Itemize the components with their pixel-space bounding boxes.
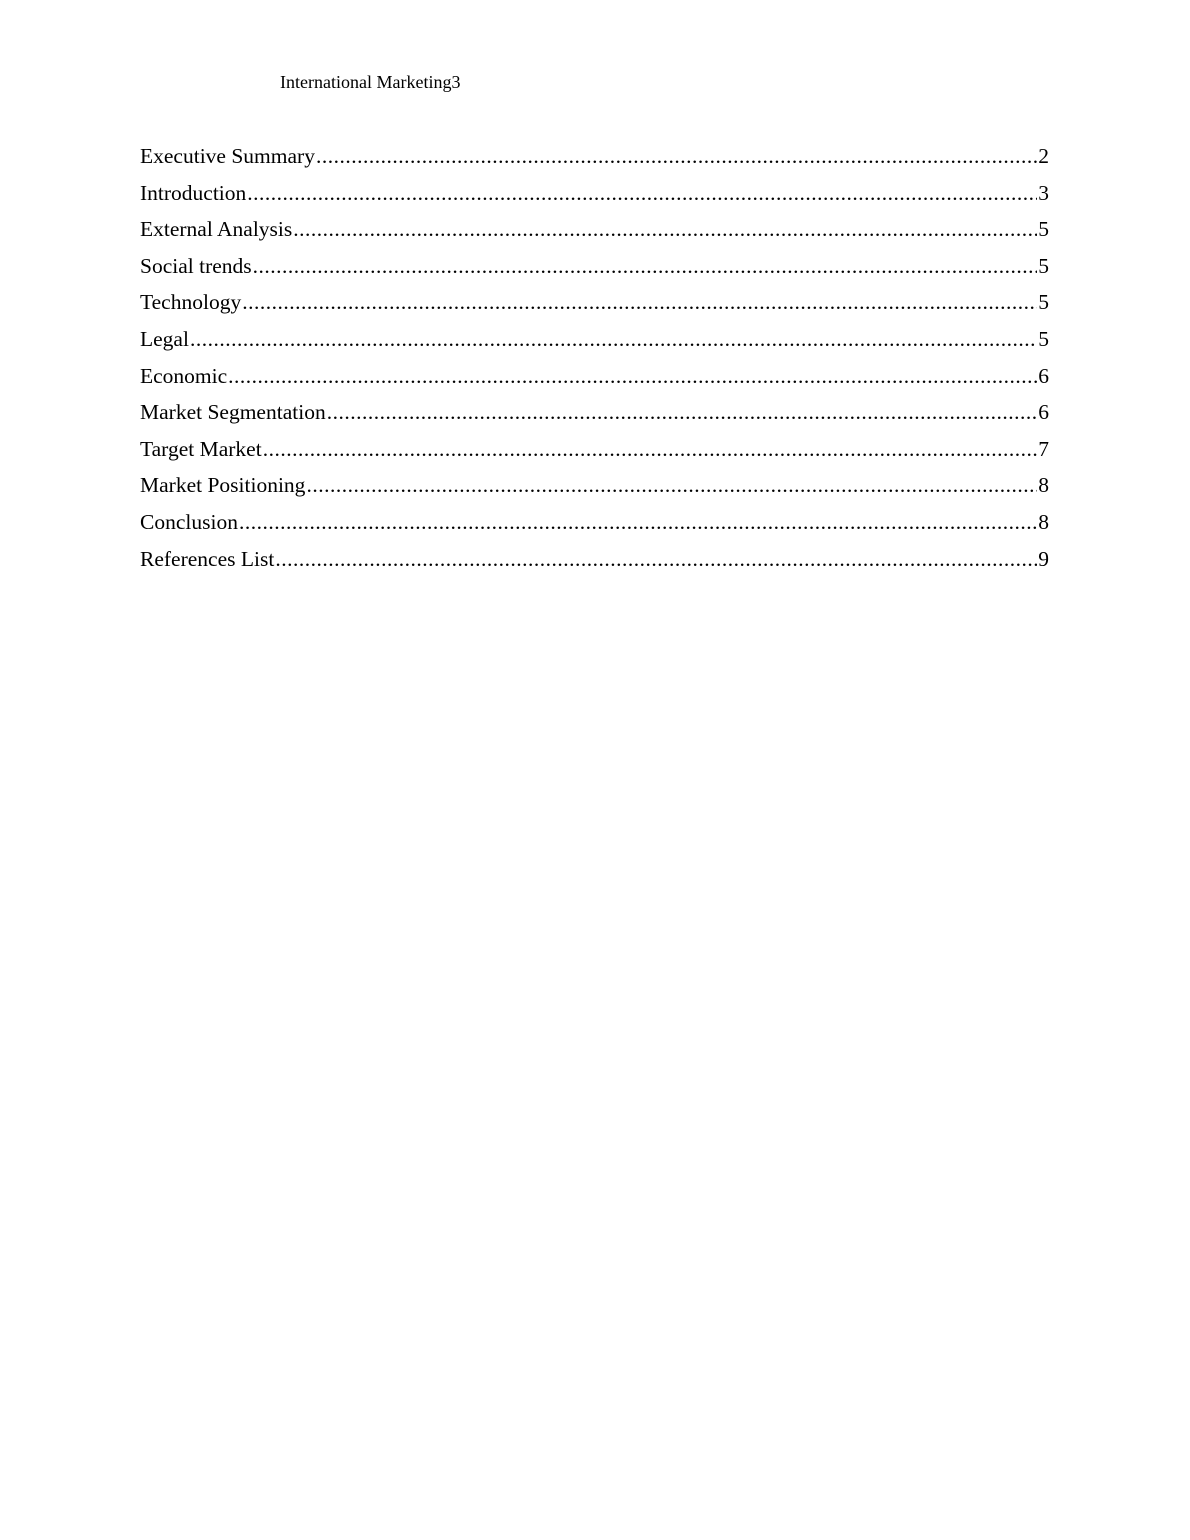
toc-entry-technology[interactable] — [140, 287, 1049, 324]
toc-entry-page: 5 — [1038, 290, 1049, 315]
table-of-contents — [140, 141, 1049, 580]
toc-entry-title: Market Positioning — [140, 473, 306, 498]
toc-entry-title: References List — [140, 546, 275, 571]
toc-entry-page: 8 — [1038, 509, 1049, 534]
toc-entry-title: Executive Summary — [140, 144, 315, 168]
toc-entry-page: 8 — [1038, 473, 1049, 498]
toc-dot-leader — [242, 287, 1037, 317]
toc-entry-economic[interactable] — [140, 361, 1049, 398]
toc-dot-leader — [263, 434, 1038, 464]
toc-dot-leader — [327, 397, 1038, 427]
running-title: International Marketing — [280, 72, 452, 92]
toc-entry-title: External Analysis — [140, 217, 293, 242]
toc-dot-leader — [293, 214, 1037, 244]
toc-dot-leader — [228, 361, 1037, 391]
toc-dot-leader — [190, 324, 1037, 354]
toc-entry-page: 5 — [1038, 217, 1049, 242]
toc-dot-leader — [253, 251, 1038, 281]
toc-entry-references-list[interactable] — [140, 544, 1049, 581]
running-header — [280, 70, 460, 94]
toc-dot-leader — [275, 544, 1037, 574]
toc-entry-title: Introduction — [140, 180, 247, 205]
toc-entry-market-segmentation[interactable] — [140, 397, 1049, 434]
toc-entry-page: 6 — [1038, 400, 1049, 425]
toc-entry-page: 9 — [1038, 546, 1049, 571]
toc-entry-title: Technology — [140, 290, 242, 315]
toc-entry-page: 2 — [1038, 144, 1049, 168]
toc-entry-executive-summary[interactable] — [140, 141, 1049, 178]
toc-entry-social-trends[interactable] — [140, 251, 1049, 288]
toc-entry-title: Economic — [140, 363, 228, 388]
toc-entry-market-positioning[interactable] — [140, 470, 1049, 507]
toc-entry-title: Target Market — [140, 436, 262, 461]
toc-entry-page: 7 — [1038, 436, 1049, 461]
toc-entry-title: Conclusion — [140, 509, 238, 534]
toc-entry-legal[interactable] — [140, 324, 1049, 361]
toc-entry-title: Social trends — [140, 253, 252, 278]
header-page-number: 3 — [451, 72, 461, 92]
toc-entry-page: 5 — [1038, 253, 1049, 278]
toc-entry-page: 3 — [1038, 180, 1049, 205]
toc-entry-conclusion[interactable] — [140, 507, 1049, 544]
toc-dot-leader — [239, 507, 1037, 537]
toc-entry-page: 5 — [1038, 326, 1049, 351]
toc-entry-page: 6 — [1038, 363, 1049, 388]
toc-dot-leader — [316, 141, 1037, 171]
toc-entry-target-market[interactable] — [140, 434, 1049, 471]
toc-dot-leader — [247, 178, 1037, 208]
toc-entry-external-analysis[interactable] — [140, 214, 1049, 251]
toc-entry-title: Legal — [140, 326, 189, 351]
toc-entry-title: Market Segmentation — [140, 400, 326, 425]
toc-entry-introduction[interactable] — [140, 178, 1049, 215]
toc-dot-leader — [306, 470, 1037, 500]
